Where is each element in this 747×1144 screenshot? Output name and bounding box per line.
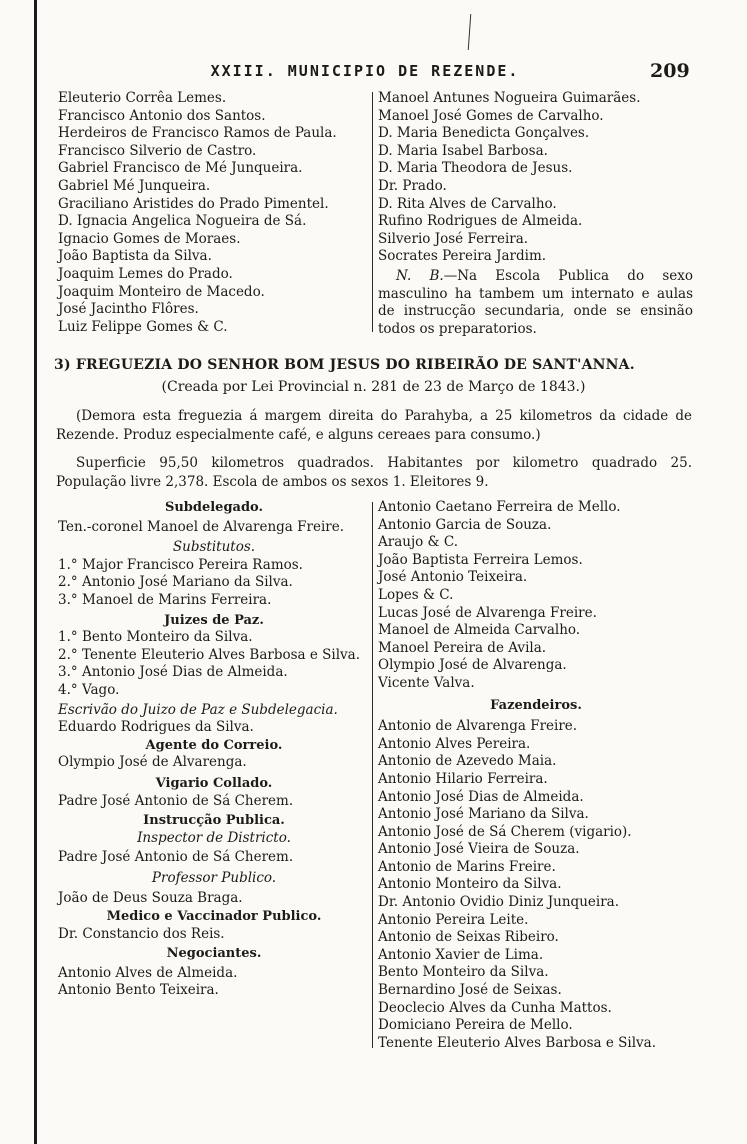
merchants-farmers-column (378, 499, 694, 1052)
list-item: Antonio de Azevedo Maia. (378, 753, 557, 770)
list-item: Graciliano Aristides do Prado Pimentel. (58, 195, 329, 212)
list-item: José Jacintho Flôres. (58, 301, 199, 318)
list-item: Antonio Garcia de Souza. (378, 516, 552, 533)
section-creation: (Creada por Lei Provincial n. 281 de 23 de Março de 1843.) (161, 379, 586, 395)
list-item: Antonio de Seixas Ribeiro. (378, 929, 559, 946)
list-item: Antonio Xavier de Lima. (378, 946, 544, 963)
instrucao-heading: Instrucção Publica. (143, 813, 285, 829)
list-item: Gabriel Mé Junqueira. (58, 177, 211, 194)
section-stats: Superficie 95,50 kilometros quadrados. Habitantes por kilometro quadrado 25. População livre 2,378. Escola de ambos os sexos 1. Eleitores 9. (56, 455, 692, 490)
negociantes-heading: Negociantes. (166, 946, 262, 962)
list-item: Antonio Monteiro da Silva. (378, 876, 562, 893)
list-item: Ignacio Gomes de Moraes. (58, 230, 241, 247)
list-item: João Baptista Ferreira Lemos. (378, 551, 583, 568)
list-item: Vicente Valva. (378, 674, 475, 691)
list-item: 2.° Antonio José Mariano da Silva. (58, 574, 293, 591)
list-item: Lopes & C. (378, 586, 454, 603)
fazendeiros-heading: Fazendeiros. (490, 697, 582, 713)
list-item: Francisco Antonio dos Santos. (58, 107, 266, 124)
page-number: 209 (650, 60, 690, 82)
subdelegado-name: Ten.-coronel Manoel de Alvarenga Freire. (58, 518, 344, 535)
list-item: 3.° Antonio José Dias de Almeida. (58, 664, 288, 681)
pencil-mark (468, 14, 472, 50)
list-item: D. Ignacia Angelica Nogueira de Sá. (58, 213, 307, 230)
correio-name: Olympio José de Alvarenga. (58, 754, 247, 771)
list-item: Antonio Alves de Almeida. (58, 964, 238, 981)
officials-column (58, 499, 370, 1000)
list-item: Rufino Rodrigues de Almeida. (378, 213, 583, 230)
list-item: Eleuterio Corrêa Lemes. (58, 90, 227, 106)
escrivao-name: Eduardo Rodrigues da Silva. (58, 719, 254, 736)
list-item: Silverio José Ferreira. (378, 230, 529, 247)
list-item: Bernardino José de Seixas. (378, 982, 562, 999)
list-item: D. Maria Theodora de Jesus. (378, 160, 573, 177)
list-item: Deoclecio Alves da Cunha Mattos. (378, 999, 612, 1016)
list-item: Tenente Eleuterio Alves Barbosa e Silva. (378, 1034, 656, 1051)
correio-heading: Agente do Correio. (145, 737, 283, 753)
substitutos-heading: Substitutos. (172, 539, 256, 556)
list-item: 1.° Bento Monteiro da Silva. (58, 629, 253, 646)
list-item: Antonio Caetano Ferreira de Mello. (378, 499, 621, 515)
list-item: Manoel José Gomes de Carvalho. (378, 107, 604, 124)
list-item: Antonio Bento Teixeira. (58, 982, 219, 999)
top-right-list (378, 90, 641, 266)
list-item: Antonio José Dias de Almeida. (378, 788, 584, 805)
vigario-heading: Vigario Collado. (155, 775, 273, 791)
list-item: Domiciano Pereira de Mello. (378, 1017, 573, 1034)
list-item: Manoel Antunes Nogueira Guimarães. (378, 90, 641, 106)
list-item: 4.° Vago. (58, 681, 120, 698)
escrivao-heading: Escrivão do Juizo de Paz e Subdelegacia. (58, 701, 338, 718)
section-location: (Demora esta freguezia á margem direita do Parahyba, a 25 kilometros da cidade de Rezende. Produz especialmente café, e alguns cereaes para consumo.) (56, 408, 692, 443)
medico-name: Dr. Constancio dos Reis. (58, 925, 225, 942)
list-item: Antonio Hilario Ferreira. (378, 770, 548, 787)
list-item: Antonio José Vieira de Souza. (378, 841, 580, 858)
list-item: D. Maria Benedicta Gonçalves. (378, 125, 590, 142)
list-item: 2.° Tenente Eleuterio Alves Barbosa e Silva. (58, 646, 360, 663)
column-divider (372, 92, 373, 332)
column-divider (372, 502, 373, 1048)
list-item: Manoel Pereira de Avila. (378, 639, 547, 656)
list-item: D. Maria Isabel Barbosa. (378, 142, 548, 159)
professor-heading: Professor Publico. (151, 869, 277, 886)
list-item: Gabriel Francisco de Mé Junqueira. (58, 160, 303, 177)
list-item: Dr. Prado. (378, 177, 447, 194)
subdelegado-heading: Subdelegado. (164, 500, 264, 515)
list-item: 3.° Manoel de Marins Ferreira. (58, 591, 272, 608)
list-item: Antonio de Marins Freire. (378, 858, 556, 875)
list-item: Antonio José Mariano da Silva. (378, 806, 589, 823)
vigario-name: Padre José Antonio de Sá Cherem. (58, 792, 294, 809)
page-title: XXIII. MUNICIPIO DE REZENDE. (210, 62, 520, 80)
list-item: D. Rita Alves de Carvalho. (378, 195, 557, 212)
list-item: Bento Monteiro da Silva. (378, 964, 549, 981)
list-item: Francisco Silverio de Castro. (58, 142, 257, 159)
inspector-heading: Inspector de Districto. (137, 829, 291, 846)
juizes-heading: Juizes de Paz. (164, 612, 264, 628)
top-left-list (58, 90, 337, 336)
list-item: Lucas José de Alvarenga Freire. (378, 604, 597, 621)
section-title: 3) FREGUEZIA DO SENHOR BOM JESUS DO RIBEIRÃO DE SANT'ANNA. (54, 357, 635, 373)
list-item: Joaquim Lemes do Prado. (58, 265, 233, 282)
list-item: Luiz Felippe Gomes & C. (58, 318, 228, 335)
list-item: Socrates Pereira Jardim. (378, 248, 547, 265)
school-note (378, 268, 693, 339)
binding-edge (34, 0, 37, 1144)
list-item: Olympio José de Alvarenga. (378, 657, 567, 674)
list-item: Antonio Pereira Leite. (378, 911, 529, 928)
note-text: —Na Escola Publica do sexo masculino ha tambem um internato e aulas de instrucção secundaria, onde se ensinão todos os preparatorios. (378, 268, 693, 338)
list-item: Antonio José de Sá Cherem (vigario). (378, 823, 632, 840)
list-item: José Antonio Teixeira. (378, 569, 528, 586)
medico-heading: Medico e Vaccinador Publico. (106, 909, 322, 925)
list-item: Manoel de Almeida Carvalho. (378, 622, 581, 639)
list-item: Araujo & C. (378, 534, 458, 551)
list-item: Dr. Antonio Ovidio Diniz Junqueira. (378, 894, 619, 911)
page-header (0, 62, 747, 86)
inspector-name: Padre José Antonio de Sá Cherem. (58, 849, 294, 866)
list-item: 1.° Major Francisco Pereira Ramos. (58, 556, 303, 573)
list-item: João Baptista da Silva. (58, 248, 212, 265)
note-label: N. B. (396, 268, 444, 284)
professor-name: João de Deus Souza Braga. (58, 890, 243, 907)
list-item: Herdeiros de Francisco Ramos de Paula. (58, 125, 337, 142)
list-item: Joaquim Monteiro de Macedo. (58, 283, 265, 300)
list-item: Antonio de Alvarenga Freire. (378, 718, 578, 735)
list-item: Antonio Alves Pereira. (378, 735, 531, 752)
